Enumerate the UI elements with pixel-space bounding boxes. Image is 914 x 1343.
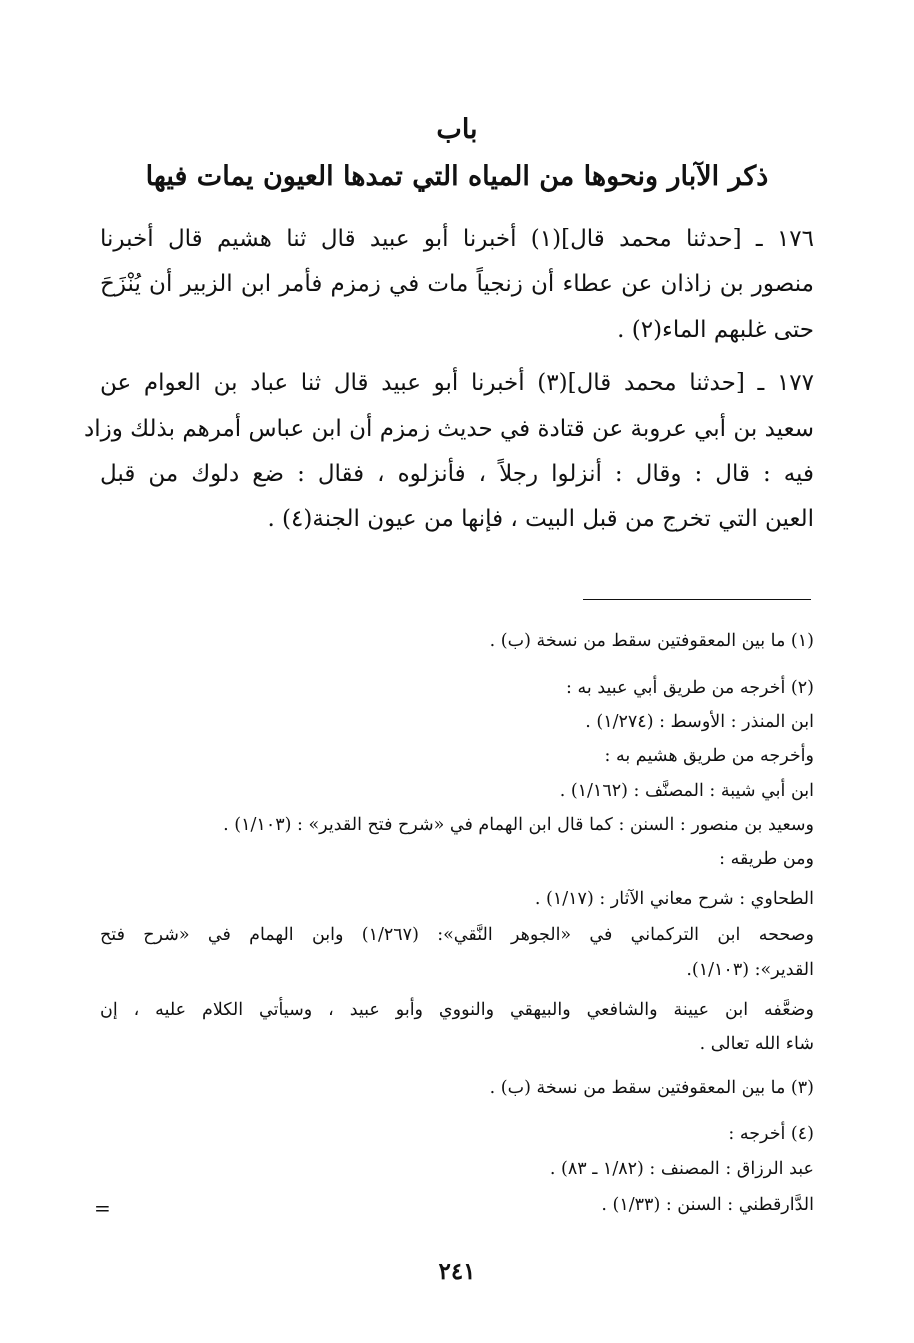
footnote-line: (٣) ما بين المعقوفتين سقط من نسخة (ب) .: [489, 1078, 814, 1098]
body-line: منصور بن زاذان عن عطاء أن زنجياً مات في زمزم فأمر ابن الزبير أن يُنْزَحَ: [100, 271, 814, 297]
footnote-line: (٤) أخرجه :: [728, 1124, 814, 1144]
footnote-line: القدير»: (١/١٠٣).: [686, 960, 814, 980]
body-line: فيه : قال : وقال : أنزلوا رجلاً ، فأنزلوه ، فقال : ضع دلوك من قبل: [100, 461, 814, 487]
footnote-line: (١) ما بين المعقوفتين سقط من نسخة (ب) .: [489, 631, 814, 651]
footnote-line: وصححه ابن التركماني في «الجوهر النَّقي»: (١/٢٦٧) وابن الهمام في «شرح فتح: [100, 925, 814, 945]
body-line: ١٧٧ ـ [حدثنا محمد قال](٣) أخبرنا أبو عبيد قال ثنا عباد بن العوام عن: [100, 370, 814, 396]
continuation-mark: =: [94, 1196, 111, 1220]
footnote-line: وسعيد بن منصور : السنن : كما قال ابن الهمام في «شرح فتح القدير» : (١/١٠٣) .: [223, 815, 814, 835]
footnote-line: ابن أبي شيبة : المصنَّف : (١/١٦٢) .: [559, 781, 814, 801]
body-line: حتى غلبهم الماء(٢) .: [617, 317, 814, 343]
chapter-title: ذكر الآبار ونحوها من المياه التي تمدها العيون يمات فيها: [145, 161, 769, 192]
footnote-separator: [583, 599, 811, 600]
footnote-line: شاء الله تعالى .: [699, 1034, 814, 1054]
footnote-line: الطحاوي : شرح معاني الآثار : (١/١٧) .: [534, 889, 814, 909]
body-line: سعيد بن أبي عروبة عن قتادة في حديث زمزم أن ابن عباس أمرهم بذلك وزاد: [83, 416, 814, 442]
footnote-line: ابن المنذر : الأوسط : (١/٢٧٤) .: [585, 712, 814, 732]
footnote-line: ومن طريقه :: [719, 849, 814, 869]
footnote-line: وضعَّفه ابن عيينة والشافعي والبيهقي والنووي وأبو عبيد ، وسيأتي الكلام عليه ، إن: [100, 1000, 814, 1020]
page-number: ٢٤١: [438, 1258, 476, 1285]
footnote-line: (٢) أخرجه من طريق أبي عبيد به :: [566, 678, 814, 698]
section-label: باب: [436, 114, 478, 145]
footnote-line: عبد الرزاق : المصنف : (١/٨٢ ـ ٨٣) .: [549, 1159, 814, 1179]
body-line: العين التي تخرج من قبل البيت ، فإنها من عيون الجنة(٤) .: [267, 506, 814, 532]
body-line: ١٧٦ ـ [حدثنا محمد قال](١) أخبرنا أبو عبيد قال ثنا هشيم قال أخبرنا: [100, 226, 814, 252]
footnote-line: وأخرجه من طريق هشيم به :: [604, 746, 814, 766]
footnote-line: الدَّارقطني : السنن : (١/٣٣) .: [601, 1195, 814, 1215]
